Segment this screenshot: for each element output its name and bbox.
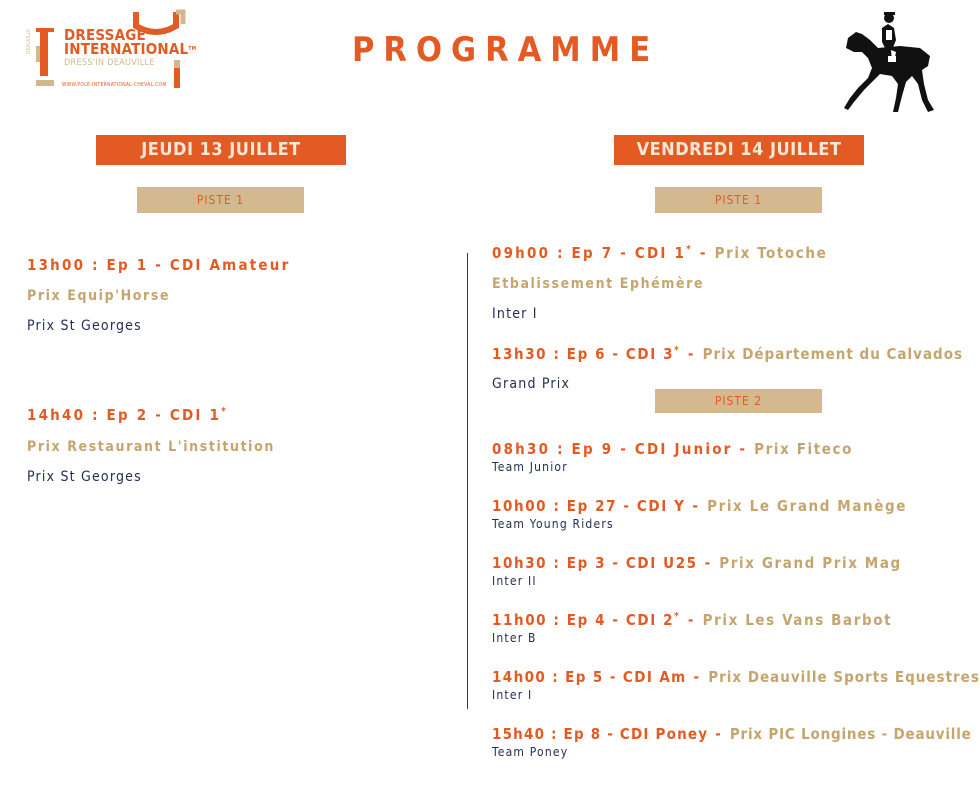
piste-1-label-jeudi: PISTE 1 (137, 187, 304, 213)
horse-rider-image (838, 4, 938, 116)
event-level: Team Poney (492, 745, 569, 759)
logo-title: DRESSAGE INTERNATIONAL™ (64, 26, 197, 58)
event-title: 11h00 : Ep 4 - CDI 2* - Prix Les Vans Barbot (492, 611, 893, 629)
event-prix: Prix Restaurant L'institution (27, 439, 275, 455)
event-level: Inter B (492, 631, 537, 645)
column-divider (467, 253, 468, 709)
logo-subtitle: DRESS'IN DEAUVILLE (64, 58, 155, 68)
event-level: Team Junior (492, 460, 568, 474)
event-title: 10h30 : Ep 3 - CDI U25 - Prix Grand Prix Mag (492, 554, 902, 572)
event-title: 14h40 : Ep 2 - CDI 1* (27, 406, 229, 424)
page-title: PROGRAMME (352, 30, 660, 70)
logo-url: WWW.POLE-INTERNATIONAL-CHEVAL.COM (62, 82, 167, 88)
event-level: Inter I (492, 688, 533, 702)
event-level: Prix St Georges (27, 318, 142, 334)
event-level: Prix St Georges (27, 469, 142, 485)
event-level: Grand Prix (492, 376, 571, 392)
event-level: Inter I (492, 306, 538, 322)
event-title: 15h40 : Ep 8 - CDI Poney - Prix PIC Longines - Deauville (492, 725, 972, 743)
event-title: 13h30 : Ep 6 - CDI 3* - Prix Département du Calvados (492, 345, 964, 363)
piste-1-label-vendredi: PISTE 1 (655, 187, 822, 213)
event-level: Inter II (492, 574, 537, 588)
event-prix-continued: Etbalissement Ephémère (492, 276, 705, 292)
event-title: 14h00 : Ep 5 - CDI Am - Prix Deauville Sports Equestres (492, 668, 980, 686)
event-title: 09h00 : Ep 7 - CDI 1* - Prix Totoche (492, 244, 828, 262)
piste-2-label: PISTE 2 (655, 389, 822, 413)
day-header-jeudi: JEUDI 13 JUILLET (96, 135, 346, 165)
logo-side-text: DEAUVILLE (26, 29, 32, 54)
event-prix: Prix Equip'Horse (27, 288, 171, 304)
day-header-vendredi: VENDREDI 14 JUILLET (614, 135, 864, 165)
event-title: 08h30 : Ep 9 - CDI Junior - Prix Fiteco (492, 440, 854, 458)
event-title: 10h00 : Ep 27 - CDI Y - Prix Le Grand Manège (492, 497, 908, 515)
event-level: Team Young Riders (492, 517, 614, 531)
event-logo (26, 8, 197, 96)
event-title: 13h00 : Ep 1 - CDI Amateur (27, 256, 291, 274)
